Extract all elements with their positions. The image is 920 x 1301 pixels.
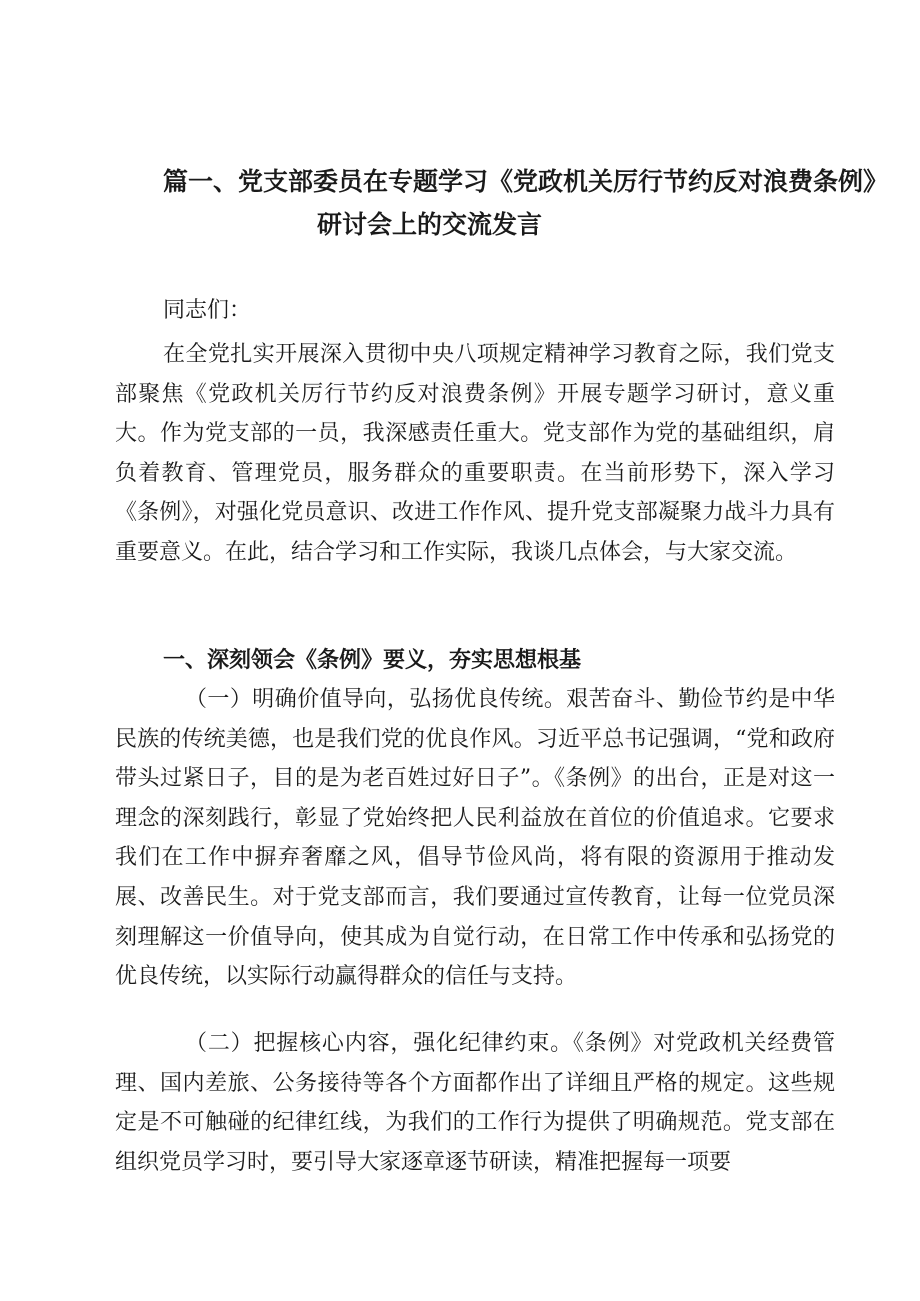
paragraph-intro: 在全党扎实开展深入贯彻中央八项规定精神学习教育之际，我们党支部聚焦《党政机关厉行节约反对浪费条例》开展专题学习研讨，意义重大。作为党支部的一员，我深感责任重大。党支部作为党的基础组织，肩负着教育、管理党员，服务群众的重要职责。在当前形势下，深入学习《条例》，对强化党员意识、改进工作作风、提升党支部凝聚力战斗力具有重要意义。在此，结合学习和工作实际，我谈几点体会，与大家交流。 [115,342,835,565]
paragraph-2: （二）把握核心内容，强化纪律约束。《条例》对党政机关经费管理、国内差旅、公务接待等各个方面都作出了详细且严格的规定。这些规定是不可触碰的纪律红线，为我们的工作行为提供了明确规范。党支部在组织党员学习时，要引导大家逐章逐节研读，精准把握每一项要 [115,1031,835,1175]
document-title-line-2: 研讨会上的交流发言 [317,210,543,239]
salutation: 同志们： [163,298,252,323]
document-title-line-1: 篇一、党支部委员在专题学习《党政机关厉行节约反对浪费条例》 [163,167,889,196]
section-heading-1: 一、深刻领会《条例》要义，夯实思想根基 [163,648,582,673]
paragraph-1: （一）明确价值导向，弘扬优良传统。艰苦奋斗、勤俭节约是中华民族的传统美德，也是我们党的优良作风。习近平总书记强调，“党和政府带头过紧日子，目的是为老百姓过好日子”。《条例》的出台，正是对这一理念的深刻践行，彰显了党始终把人民利益放在首位的价值追求。它要求我们在工作中摒弃奢靡之风，倡导节俭风尚，将有限的资源用于推动发展、改善民生。对于党支部而言，我们要通过宣传教育，让每一位党员深刻理解这一价值导向，使其成为自觉行动，在日常工作中传承和弘扬党的优良传统，以实际行动赢得群众的信任与支持。 [115,687,835,990]
